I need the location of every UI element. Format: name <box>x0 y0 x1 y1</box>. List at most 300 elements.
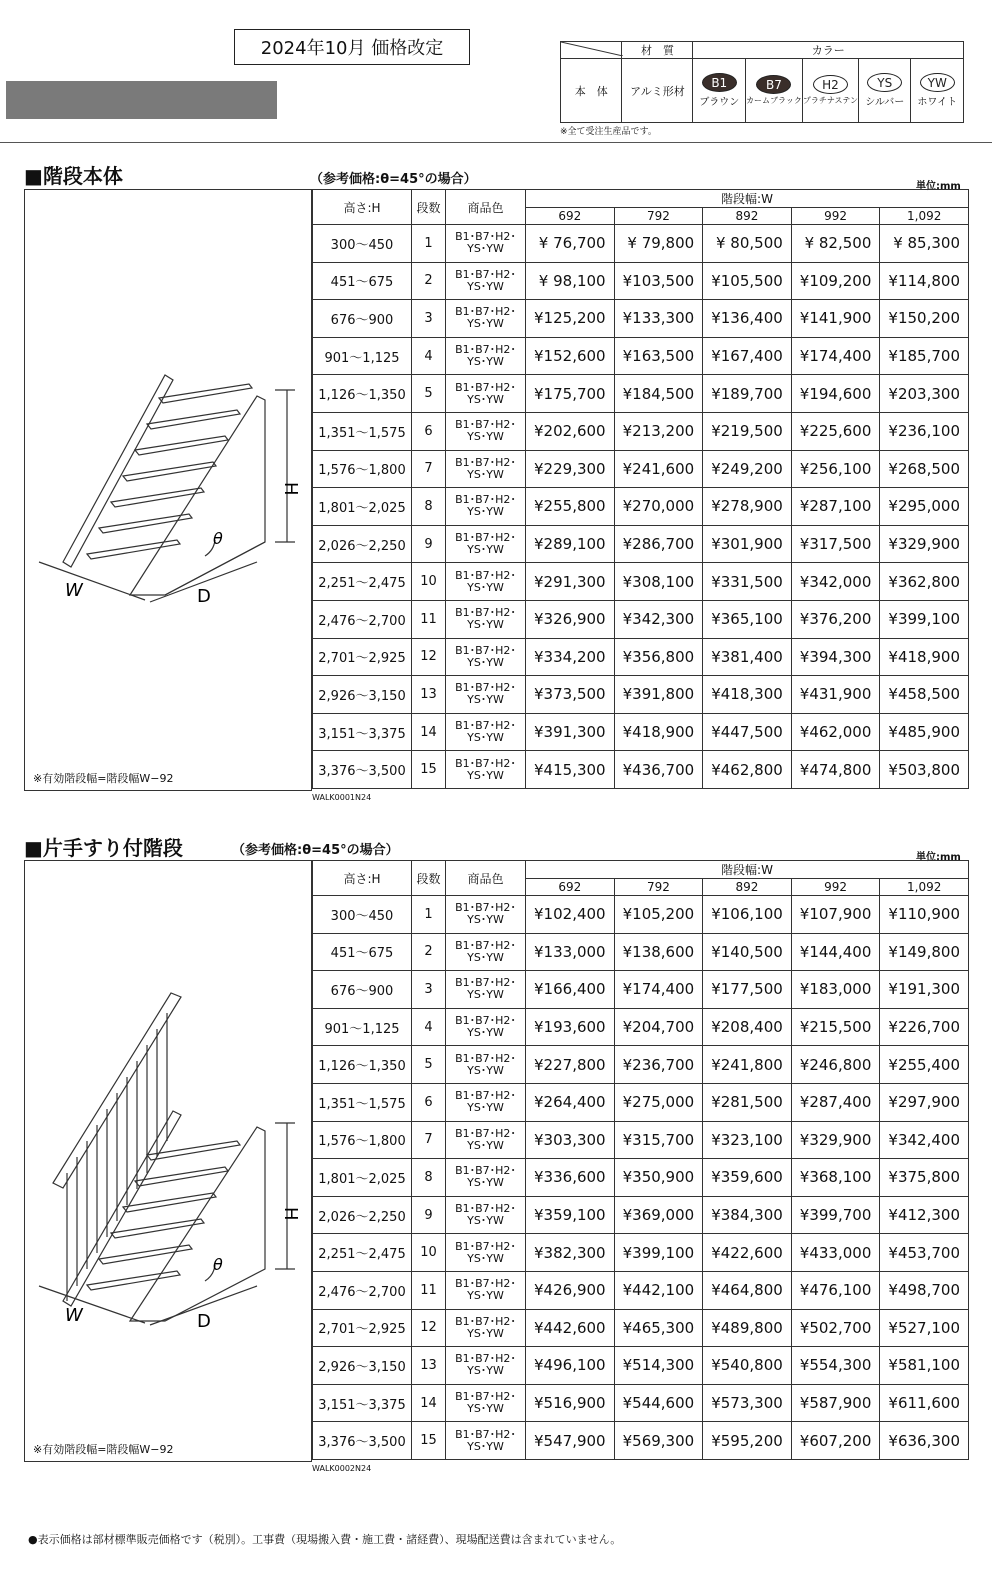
colors-line: YS･YW <box>467 950 504 964</box>
price-cell: ¥246,800 <box>791 1046 880 1084</box>
steps-cell: 5 <box>412 375 446 413</box>
colors-cell <box>446 1422 526 1460</box>
steps-cell: 8 <box>412 1159 446 1197</box>
steps-cell: 13 <box>412 676 446 714</box>
price-cell: ¥329,900 <box>791 1121 880 1159</box>
height-cell: 2,251〜2,475 <box>313 563 412 601</box>
price-cell: ¥317,500 <box>791 525 880 563</box>
price-cell: ¥189,700 <box>703 375 792 413</box>
table-row <box>313 1384 969 1422</box>
gray-bar <box>6 81 277 119</box>
price-cell: ¥184,500 <box>614 375 703 413</box>
height-cell: 2,476〜2,700 <box>313 600 412 638</box>
color-chip: YW <box>920 73 955 92</box>
price-cell: ¥489,800 <box>703 1309 792 1347</box>
color-note: ※全て受注生産品です。 <box>560 127 657 137</box>
height-cell: 1,801〜2,025 <box>313 488 412 526</box>
width-992: 992 <box>791 879 880 896</box>
table-row <box>313 450 969 488</box>
colors-line: B1･B7･H2･ <box>455 1427 516 1441</box>
steps-cell: 14 <box>412 713 446 751</box>
price-cell: ¥149,800 <box>880 933 969 971</box>
price-cell: ¥278,900 <box>703 488 792 526</box>
height-cell: 3,376〜3,500 <box>313 751 412 789</box>
colors-line: B1･B7･H2･ <box>455 568 516 582</box>
colors-line: B1･B7･H2･ <box>455 901 516 915</box>
height-cell: 1,351〜1,575 <box>313 412 412 450</box>
colors-cell <box>446 1347 526 1385</box>
price-cell: ¥150,200 <box>880 300 969 338</box>
colors-cell <box>446 412 526 450</box>
price-cell: ¥208,400 <box>703 1008 792 1046</box>
colors-cell <box>446 1008 526 1046</box>
colors-line: YS･YW <box>467 317 504 331</box>
table-row <box>313 412 969 450</box>
price-cell: ¥342,300 <box>614 600 703 638</box>
unit-label: 単位:mm <box>916 852 961 863</box>
price-cell: ¥433,000 <box>791 1234 880 1272</box>
colors-cell <box>446 450 526 488</box>
price-cell: ¥595,200 <box>703 1422 792 1460</box>
price-cell: ¥215,500 <box>791 1008 880 1046</box>
section-title: ■階段本体 <box>24 164 123 188</box>
col-colors: 商品色 <box>446 861 526 896</box>
colors-line: B1･B7･H2･ <box>455 976 516 990</box>
price-cell: ¥356,800 <box>614 638 703 676</box>
price-cell: ¥105,500 <box>703 262 792 300</box>
height-cell: 3,151〜3,375 <box>313 1384 412 1422</box>
colors-line: B1･B7･H2･ <box>455 267 516 281</box>
price-cell: ¥342,000 <box>791 563 880 601</box>
colors-cell <box>446 971 526 1009</box>
price-cell: ¥191,300 <box>880 971 969 1009</box>
price-cell: ¥226,700 <box>880 1008 969 1046</box>
colors-line: YS･YW <box>467 467 504 481</box>
row-label: 本 体 <box>561 59 622 123</box>
price-cell: ¥458,500 <box>880 676 969 714</box>
colors-cell <box>446 896 526 934</box>
price-cell: ¥547,900 <box>526 1422 615 1460</box>
price-cell: ¥436,700 <box>614 751 703 789</box>
table-row <box>313 676 969 714</box>
color-name: カームブラック <box>746 96 802 105</box>
height-cell: 2,026〜2,250 <box>313 525 412 563</box>
price-cell: ¥607,200 <box>791 1422 880 1460</box>
w-label: W <box>65 1305 83 1326</box>
price-cell: ¥138,600 <box>614 933 703 971</box>
price-cell: ¥213,200 <box>614 412 703 450</box>
price-cell: ¥382,300 <box>526 1234 615 1272</box>
colors-line: B1･B7･H2･ <box>455 756 516 770</box>
colors-cell <box>446 225 526 263</box>
colors-cell <box>446 1309 526 1347</box>
price-cell: ¥587,900 <box>791 1384 880 1422</box>
color-chip: YS <box>867 73 902 92</box>
price-cell: ¥342,400 <box>880 1121 969 1159</box>
price-cell: ¥301,900 <box>703 525 792 563</box>
width-1092: 1,092 <box>880 208 969 225</box>
height-cell: 1,126〜1,350 <box>313 1046 412 1084</box>
price-cell: ¥462,800 <box>703 751 792 789</box>
divider <box>0 142 992 143</box>
height-cell: 2,251〜2,475 <box>313 1234 412 1272</box>
price-cell: ¥219,500 <box>703 412 792 450</box>
colors-cell <box>446 262 526 300</box>
colors-line: B1･B7･H2･ <box>455 1164 516 1178</box>
color-chip: H2 <box>813 75 848 94</box>
colors-line: YS･YW <box>467 242 504 256</box>
table-row <box>313 375 969 413</box>
height-cell: 451〜675 <box>313 933 412 971</box>
price-cell: ¥418,300 <box>703 676 792 714</box>
colors-line: YS･YW <box>467 1439 504 1453</box>
price-cell: ¥ 76,700 <box>526 225 615 263</box>
price-cell: ¥ 82,500 <box>791 225 880 263</box>
col-steps: 段数 <box>412 861 446 896</box>
price-cell: ¥514,300 <box>614 1347 703 1385</box>
colors-cell <box>446 1121 526 1159</box>
price-cell: ¥418,900 <box>880 638 969 676</box>
price-cell: ¥442,100 <box>614 1271 703 1309</box>
price-cell: ¥297,900 <box>880 1083 969 1121</box>
table-row <box>313 337 969 375</box>
price-cell: ¥264,400 <box>526 1083 615 1121</box>
price-cell: ¥289,100 <box>526 525 615 563</box>
colors-line: B1･B7･H2･ <box>455 493 516 507</box>
price-cell: ¥ 98,100 <box>526 262 615 300</box>
colors-line: B1･B7･H2･ <box>455 418 516 432</box>
table-row <box>313 1422 969 1460</box>
price-cell: ¥174,400 <box>614 971 703 1009</box>
ref-note: （参考価格:θ=45°の場合） <box>310 172 477 187</box>
theta-label: θ <box>213 1255 223 1274</box>
table-row <box>313 225 969 263</box>
table-row <box>313 1347 969 1385</box>
colors-line: YS･YW <box>467 1026 504 1040</box>
height-cell: 901〜1,125 <box>313 1008 412 1046</box>
material-value: アルミ形材 <box>622 59 693 123</box>
price-cell: ¥268,500 <box>880 450 969 488</box>
colors-cell <box>446 676 526 714</box>
h-label: H <box>280 482 301 496</box>
price-cell: ¥554,300 <box>791 1347 880 1385</box>
steps-cell: 1 <box>412 896 446 934</box>
table-row <box>313 933 969 971</box>
height-cell: 676〜900 <box>313 971 412 1009</box>
price-cell: ¥225,600 <box>791 412 880 450</box>
price-cell: ¥308,100 <box>614 563 703 601</box>
handrail-stair-illustration <box>24 860 312 1462</box>
colors-line: B1･B7･H2･ <box>455 380 516 394</box>
height-cell: 2,476〜2,700 <box>313 1271 412 1309</box>
d-label: D <box>197 1311 211 1332</box>
price-cell: ¥359,100 <box>526 1196 615 1234</box>
height-cell: 1,126〜1,350 <box>313 375 412 413</box>
colors-line: B1･B7･H2･ <box>455 938 516 952</box>
colors-cell <box>446 1384 526 1422</box>
price-cell: ¥166,400 <box>526 971 615 1009</box>
table-row <box>313 1234 969 1272</box>
colors-line: B1･B7･H2･ <box>455 230 516 244</box>
price-cell: ¥399,700 <box>791 1196 880 1234</box>
colors-line: B1･B7･H2･ <box>455 719 516 733</box>
price-cell: ¥110,900 <box>880 896 969 934</box>
price-cell: ¥350,900 <box>614 1159 703 1197</box>
height-cell: 1,351〜1,575 <box>313 1083 412 1121</box>
price-cell: ¥295,000 <box>880 488 969 526</box>
colors-cell <box>446 933 526 971</box>
col-width: 階段幅:W <box>526 861 969 879</box>
table-row <box>313 563 969 601</box>
height-cell: 3,376〜3,500 <box>313 1422 412 1460</box>
price-cell: ¥422,600 <box>703 1234 792 1272</box>
color-name: プラチナステン <box>802 96 858 105</box>
steps-cell: 15 <box>412 751 446 789</box>
colors-cell <box>446 337 526 375</box>
steps-cell: 15 <box>412 1422 446 1460</box>
colors-cell <box>446 563 526 601</box>
colors-line: YS･YW <box>467 580 504 594</box>
price-cell: ¥611,600 <box>880 1384 969 1422</box>
height-cell: 2,701〜2,925 <box>313 638 412 676</box>
price-cell: ¥362,800 <box>880 563 969 601</box>
price-cell: ¥227,800 <box>526 1046 615 1084</box>
col-height: 高さ:H <box>313 861 412 896</box>
colors-line: B1･B7･H2･ <box>455 1352 516 1366</box>
table-row <box>313 638 969 676</box>
price-cell: ¥183,000 <box>791 971 880 1009</box>
h-label: H <box>280 1207 301 1221</box>
price-cell: ¥329,900 <box>880 525 969 563</box>
figure-code: WALK0002N24 <box>312 1464 372 1473</box>
price-cell: ¥442,600 <box>526 1309 615 1347</box>
width-792: 792 <box>614 208 703 225</box>
colors-line: B1･B7･H2･ <box>455 1126 516 1140</box>
colors-line: B1･B7･H2･ <box>455 1239 516 1253</box>
price-cell: ¥136,400 <box>703 300 792 338</box>
price-cell: ¥373,500 <box>526 676 615 714</box>
steps-cell: 3 <box>412 300 446 338</box>
colors-line: B1･B7･H2･ <box>455 643 516 657</box>
price-cell: ¥485,900 <box>880 713 969 751</box>
table-row <box>313 1121 969 1159</box>
colors-cell <box>446 375 526 413</box>
colors-line: B1･B7･H2･ <box>455 305 516 319</box>
steps-cell: 6 <box>412 412 446 450</box>
colors-cell <box>446 600 526 638</box>
price-cell: ¥303,300 <box>526 1121 615 1159</box>
colors-line: B1･B7･H2･ <box>455 455 516 469</box>
price-cell: ¥569,300 <box>614 1422 703 1460</box>
price-cell: ¥241,600 <box>614 450 703 488</box>
colors-line: B1･B7･H2･ <box>455 531 516 545</box>
height-cell: 2,701〜2,925 <box>313 1309 412 1347</box>
price-cell: ¥544,600 <box>614 1384 703 1422</box>
price-cell: ¥399,100 <box>614 1234 703 1272</box>
colors-line: YS･YW <box>467 1289 504 1303</box>
color-b1 <box>693 59 746 123</box>
price-cell: ¥114,800 <box>880 262 969 300</box>
stair-illustration <box>24 189 312 791</box>
color-header: カラー <box>693 42 964 59</box>
price-cell: ¥498,700 <box>880 1271 969 1309</box>
colors-cell <box>446 300 526 338</box>
price-cell: ¥359,600 <box>703 1159 792 1197</box>
unit-label: 単位:mm <box>916 181 961 192</box>
height-cell: 3,151〜3,375 <box>313 713 412 751</box>
steps-cell: 12 <box>412 1309 446 1347</box>
price-cell: ¥133,300 <box>614 300 703 338</box>
colors-line: YS･YW <box>467 1364 504 1378</box>
price-cell: ¥204,700 <box>614 1008 703 1046</box>
width-992: 992 <box>791 208 880 225</box>
material-header: 材 質 <box>622 42 693 59</box>
price-cell: ¥270,000 <box>614 488 703 526</box>
price-cell: ¥540,800 <box>703 1347 792 1385</box>
price-cell: ¥391,800 <box>614 676 703 714</box>
steps-cell: 2 <box>412 262 446 300</box>
price-revision-label: 2024年10月 価格改定 <box>234 29 470 65</box>
price-cell: ¥573,300 <box>703 1384 792 1422</box>
price-cell: ¥107,900 <box>791 896 880 934</box>
price-cell: ¥323,100 <box>703 1121 792 1159</box>
color-h2 <box>802 59 858 123</box>
table-row <box>313 1196 969 1234</box>
illus-note: ※有効階段幅=階段幅W−92 <box>33 772 174 785</box>
price-cell: ¥194,600 <box>791 375 880 413</box>
colors-line: YS･YW <box>467 543 504 557</box>
price-cell: ¥256,100 <box>791 450 880 488</box>
table-row <box>313 262 969 300</box>
colors-cell <box>446 1046 526 1084</box>
price-cell: ¥102,400 <box>526 896 615 934</box>
steps-cell: 13 <box>412 1347 446 1385</box>
price-cell: ¥496,100 <box>526 1347 615 1385</box>
price-cell: ¥175,700 <box>526 375 615 413</box>
price-cell: ¥287,400 <box>791 1083 880 1121</box>
footer-note: ●表示価格は部材標準販売価格です（税別）。工事費（現場搬入費・施工費・諸経費）、現場配送費は含まれていません。 <box>28 1533 622 1546</box>
price-cell: ¥229,300 <box>526 450 615 488</box>
steps-cell: 10 <box>412 1234 446 1272</box>
height-cell: 901〜1,125 <box>313 337 412 375</box>
colors-line: B1･B7･H2･ <box>455 1089 516 1103</box>
steps-cell: 8 <box>412 488 446 526</box>
price-cell: ¥ 79,800 <box>614 225 703 263</box>
colors-cell <box>446 1234 526 1272</box>
steps-cell: 6 <box>412 1083 446 1121</box>
width-692: 692 <box>526 879 615 896</box>
price-cell: ¥502,700 <box>791 1309 880 1347</box>
ref-note: （参考価格:θ=45°の場合） <box>232 843 399 858</box>
color-chip: B7 <box>756 75 791 94</box>
price-cell: ¥465,300 <box>614 1309 703 1347</box>
price-cell: ¥503,800 <box>880 751 969 789</box>
col-colors: 商品色 <box>446 190 526 225</box>
steps-cell: 1 <box>412 225 446 263</box>
colors-line: B1･B7･H2･ <box>455 1202 516 1216</box>
price-cell: ¥376,200 <box>791 600 880 638</box>
colors-cell <box>446 1196 526 1234</box>
colors-cell <box>446 1159 526 1197</box>
table-row <box>313 1309 969 1347</box>
colors-line: YS･YW <box>467 1214 504 1228</box>
table-row <box>313 1008 969 1046</box>
height-cell: 300〜450 <box>313 225 412 263</box>
color-name: ホワイト <box>917 97 958 108</box>
height-cell: 1,576〜1,800 <box>313 450 412 488</box>
colors-line: YS･YW <box>467 768 504 782</box>
colors-line: YS･YW <box>467 1138 504 1152</box>
price-cell: ¥177,500 <box>703 971 792 1009</box>
col-steps: 段数 <box>412 190 446 225</box>
price-cell: ¥174,400 <box>791 337 880 375</box>
colors-line: YS･YW <box>467 1402 504 1416</box>
price-cell: ¥255,400 <box>880 1046 969 1084</box>
diagonal-cell <box>561 42 622 59</box>
colors-line: B1･B7･H2･ <box>455 606 516 620</box>
height-cell: 2,926〜3,150 <box>313 676 412 714</box>
price-cell: ¥453,700 <box>880 1234 969 1272</box>
height-cell: 1,801〜2,025 <box>313 1159 412 1197</box>
price-cell: ¥167,400 <box>703 337 792 375</box>
price-cell: ¥581,100 <box>880 1347 969 1385</box>
height-cell: 300〜450 <box>313 896 412 934</box>
price-cell: ¥527,100 <box>880 1309 969 1347</box>
price-cell: ¥326,900 <box>526 600 615 638</box>
price-cell: ¥133,000 <box>526 933 615 971</box>
price-cell: ¥ 80,500 <box>703 225 792 263</box>
price-cell: ¥140,500 <box>703 933 792 971</box>
color-chip: B1 <box>702 73 737 92</box>
price-cell: ¥275,000 <box>614 1083 703 1121</box>
colors-line: YS･YW <box>467 355 504 369</box>
height-cell: 2,926〜3,150 <box>313 1347 412 1385</box>
price-cell: ¥462,000 <box>791 713 880 751</box>
w-label: W <box>65 580 83 601</box>
price-cell: ¥464,800 <box>703 1271 792 1309</box>
price-cell: ¥241,800 <box>703 1046 792 1084</box>
price-cell: ¥369,000 <box>614 1196 703 1234</box>
price-cell: ¥144,400 <box>791 933 880 971</box>
price-cell: ¥202,600 <box>526 412 615 450</box>
table-row <box>313 488 969 526</box>
price-cell: ¥103,500 <box>614 262 703 300</box>
table-row <box>313 751 969 789</box>
colors-line: YS･YW <box>467 618 504 632</box>
price-cell: ¥281,500 <box>703 1083 792 1121</box>
price-cell: ¥516,900 <box>526 1384 615 1422</box>
steps-cell: 3 <box>412 971 446 1009</box>
color-name: シルバー <box>865 97 905 108</box>
price-cell: ¥365,100 <box>703 600 792 638</box>
price-cell: ¥236,700 <box>614 1046 703 1084</box>
price-cell: ¥431,900 <box>791 676 880 714</box>
table-row <box>313 713 969 751</box>
colors-line: YS･YW <box>467 279 504 293</box>
width-692: 692 <box>526 208 615 225</box>
colors-line: YS･YW <box>467 392 504 406</box>
price-cell: ¥286,700 <box>614 525 703 563</box>
price-cell: ¥291,300 <box>526 563 615 601</box>
price-cell: ¥152,600 <box>526 337 615 375</box>
col-height: 高さ:H <box>313 190 412 225</box>
price-cell: ¥141,900 <box>791 300 880 338</box>
price-cell: ¥476,100 <box>791 1271 880 1309</box>
colors-line: YS･YW <box>467 988 504 1002</box>
price-cell: ¥255,800 <box>526 488 615 526</box>
price-cell: ¥331,500 <box>703 563 792 601</box>
colors-cell <box>446 1083 526 1121</box>
